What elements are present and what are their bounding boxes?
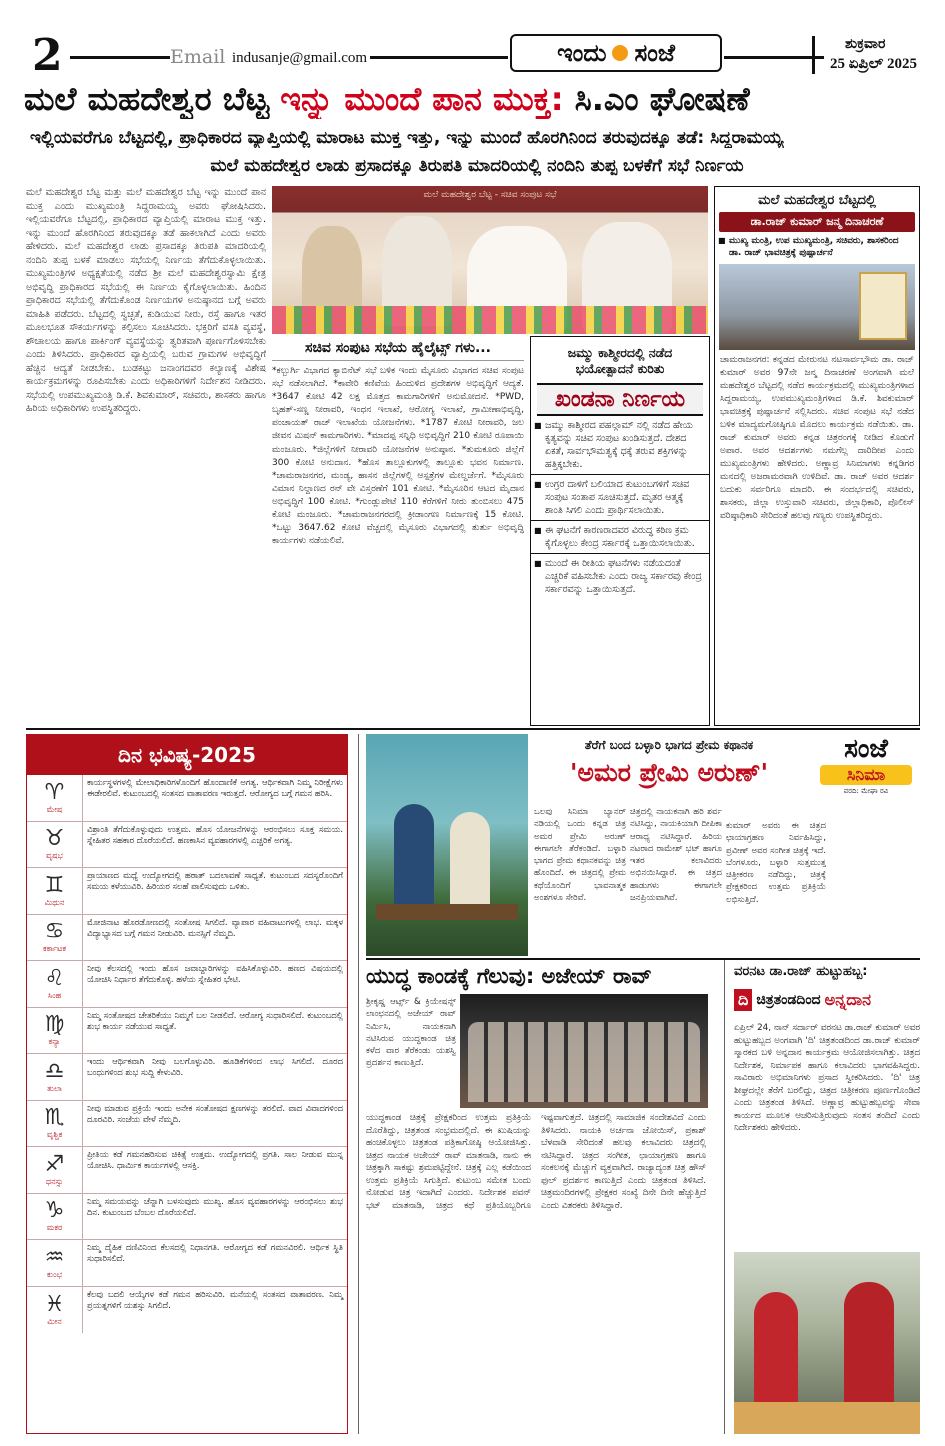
sign-name: ಮೇಷ (46, 804, 63, 814)
sign-prediction: ಪ್ರಾಯಾಣದ ಮಧ್ಯೆ ಉದ್ಯೋಗದಲ್ಲಿ ಹಠಾತ್ ಬದಲಾವಣೆ ಸಾಧ್ಯತೆ. ಕುಟುಂಬದ ಸದಸ್ಯರೊಂದಿಗೆ ಸಮಯ ಕಳೆಯುವಿರಿ. ಹಿರಿಯರ ಸಲಹೆ ಪಾಲಿಸುವುದು ಒಳಿತು. (87, 870, 343, 892)
masthead-left: ಇಂದು (557, 39, 607, 67)
food-table (734, 1402, 920, 1434)
cinema-col-2: ಚಿತ್ರದಲ್ಲಿ ನಾಯಕನಾಗಿ ಹರಿ ಶರ್ವ ನಟಿಸಿದ್ದು, ನಾಯಕಿಯಾಗಿ ದೀಪಿಕಾ ಆರಾಧ್ಯ ನಟಿಸಿದ್ದಾರೆ. ಹಿರಿಯ ನಟರಾದ ರಾಮೇಶ್ ಭಟ್ ಹಾಗೂ ಇತರ ಕಲಾವಿದರು ಅಭಿನಯಿಸಿದ್ದಾರೆ. ಈ ಚಿತ್ರದ ಹಾಡುಗಳು ಈಗಾಗಲೇ ಜನಪ್ರಿಯವಾಗಿವೆ. (630, 807, 722, 904)
movie-poster[interactable] (366, 734, 528, 956)
lead-headline[interactable] (24, 80, 924, 119)
poster-actress (450, 812, 490, 912)
portrait-frame (859, 272, 907, 340)
horoscope-section (26, 734, 348, 1434)
poster-bench (376, 904, 518, 920)
banner-end: ಅನ್ನದಾನ (824, 990, 872, 1009)
lead-subhead-2: ಮಲೆ ಮಹದೇಶ್ವರ ಲಾಡು ಪ್ರಸಾದಕ್ಕೂ ತಿರುಪತಿ ಮಾದರಿಯಲ್ಲಿ ನಂದಿನಿ ತುಪ್ಪ ಬಳಕೆಗೆ ಸಭೆ ನಿರ್ಣಯ (210, 156, 744, 176)
yuddha-team-photo[interactable] (460, 994, 708, 1108)
banner-d: ದಿ (734, 989, 752, 1011)
pisces-icon: ♓ (44, 1291, 65, 1317)
sign-prediction: ನಿಮ್ಮ ಸಂತೋಷದ ಚೇತರಿಕೆಯು ನಿಮ್ಮಗೆ ಬಲ ನೀಡಲಿದೆ. ಆರೋಗ್ಯ ಸುಧಾರಿಸಲಿದೆ. ಕುಟುಂಬದಲ್ಲಿ ಶುಭ ಕಾರ್ಯ ನಡೆಯುವ ಸಾಧ್ಯತೆ. (87, 1009, 343, 1031)
horoscope-list (27, 775, 347, 1333)
lead-article-body: ಮಲೆ ಮಹದೇಶ್ವರ ಬೆಟ್ಟ ಮತ್ತು ಮಲೆ ಮಹದೇಶ್ವರ ಬೆಟ್ಟ ಇನ್ನು ಮುಂದೆ ಪಾನ ಮುಕ್ತ ಎಂದು ಮುಖ್ಯಮಂತ್ರಿ ಸಿದ್ದರಾಮಯ್ಯ ಅವರು ಘೋಷಿಸಿದರು. ಇಲ್ಲಿಯವರೆಗೂ ಬೆಟ್ಟದಲ್ಲಿ, ಪ್ರಾಧಿಕಾರದ ವ್ಯಾಪ್ತಿಯಲ್ಲಿ ಮಾರಾಟ ಮುಕ್ತ ಇತ್ತು. ಇನ್ನು ಮುಂದೆ ಹೊರಗಿನಿಂದ ತರುವುದಕ್ಕೂ ತಡೆ ಹಾಕಲಾಗಿದೆ ಎಂದು ಅವರು ಹೇಳಿದರು. ಮಲೆ ಮಹದೇಶ್ವರ ಲಾಡು ಪ್ರಸಾದಕ್ಕೂ ತಿರುಪತಿ ಮಾದರಿಯಲ್ಲಿ ನಂದಿನಿ ತುಪ್ಪ ಬಳಕೆ ಮಾಡಲು ಸಭೆಯಲ್ಲಿ ನಿರ್ಣಯ ತೆಗೆದುಕೊಳ್ಳಲಾಯಿತು. ಮುಖ್ಯಮಂತ್ರಿಗಳ ಅಧ್ಯಕ್ಷತೆಯಲ್ಲಿ ನಡೆದ ಶ್ರೀ ಮಲೆ ಮಹದೇಶ್ವರಸ್ವಾಮಿ ಕ್ಷೇತ್ರ ಅಭಿವೃದ್ಧಿ ಪ್ರಾಧಿಕಾರದ ಸಭೆಯಲ್ಲಿ ಈ ನಿರ್ಣಯ ಕೈಗೊಳ್ಳಲಾಯಿತು. ಹಿಂದಿನ ಪ್ರಾಧಿಕಾರದ ಸಭೆಯಲ್ಲಿ ತೆಗೆದುಕೊಂಡ ನಿರ್ಣಯಗಳ ಅನುಷ್ಠಾನದ ಬಗ್ಗೆ ಅವರು ಮಾಹಿತಿ ಪಡೆದರು. ಬೆಟ್ಟದಲ್ಲಿ ಸ್ವಚ್ಛತೆ, ಕುಡಿಯುವ ನೀರು, ರಸ್ತೆ ಹಾಗೂ ಇತರ ಮೂಲಭೂತ ಸೌಕರ್ಯಗಳನ್ನು ಕಲ್ಪಿಸಲು ಸೂಚಿಸಿದರು. ಭಕ್ತರಿಗೆ ವಸತಿ ವ್ಯವಸ್ಥೆ, ಶೌಚಾಲಯ ಹಾಗೂ ಪಾರ್ಕಿಂಗ್ ವ್ಯವಸ್ಥೆಯನ್ನು ತ್ವರಿತವಾಗಿ ಪೂರ್ಣಗೊಳಿಸಬೇಕು ಎಂದು ತಿಳಿಸಿದರು. ಪ್ರಾಧಿಕಾರದ ವ್ಯಾಪ್ತಿಯಲ್ಲಿ ಬರುವ ಗ್ರಾಮಗಳ ಅಭಿವೃದ್ಧಿಗೆ ಹೆಚ್ಚಿನ ಆದ್ಯತೆ ನೀಡಬೇಕು. ಬುಡಕಟ್ಟು ಜನಾಂಗದವರ ಕಲ್ಯಾಣಕ್ಕೆ ವಿಶೇಷ ಕಾರ್ಯಕ್ರಮಗಳನ್ನು ರೂಪಿಸಬೇಕು ಎಂದು ಅಧಿಕಾರಿಗಳಿಗೆ ನಿರ್ದೇಶನ ನೀಡಿದರು. ಸಭೆಯಲ್ಲಿ ಉಪಮುಖ್ಯಮಂತ್ರಿ ಡಿ.ಕೆ. ಶಿವಕುಮಾರ್, ಸಚಿವರು, ಶಾಸಕರು ಹಾಗೂ ಹಿರಿಯ ಅಧಿಕಾರಿಗಳು ಉಪಸ್ಥಿತರಿದ್ದರು. (26, 187, 266, 414)
kashmir-resolution-box (530, 336, 710, 726)
horoscope-title: ದಿನ ಭವಿಷ್ಯ-2025 (27, 735, 347, 775)
aquarius-icon: ♒ (44, 1244, 65, 1270)
horoscope-row (27, 1194, 347, 1241)
page-header (0, 0, 945, 80)
gemini-icon: ♊ (44, 872, 65, 898)
column-divider (358, 734, 359, 1434)
cabinet-highlights-body: *ಕಲ್ಬುರ್ಗಿ ವಿಭಾಗದ ಕ್ಯಾಬಿನೆಟ್ ಸಭೆ ಬಳಿಕ ಇಂದು ಮೈಸೂರು ವಿಭಾಗದ ಸಚಿವ ಸಂಪುಟ ಸಭೆ ನಡೆಸಲಾಗಿದೆ. *ಕಾವೇರಿ ಕಣಿವೆಯ ಹಿಂದುಳಿದ ಪ್ರದೇಶಗಳ ಅಭಿವೃದ್ಧಿಗೆ ಆದ್ಯತೆ. *3647 ಕೋಟಿ 42 ಲಕ್ಷ ಮೊತ್ತದ ಕಾಮಗಾರಿಗಳಿಗೆ ಅನುಮೋದನೆ. *PWD, ಬೃಹತ್-ಸಣ್ಣ ನೀರಾವರಿ, ಇಂಧನ ಇಲಾಖೆ, ಆರೋಗ್ಯ ಇಲಾಖೆ, ಗ್ರಾಮೀಣಾಭಿವೃದ್ಧಿ, ಪಂಚಾಯತ್ ರಾಜ್ ಇಲಾಖೆಯ ಯೋಜನೆಗಳು. *1787 ಕೋಟಿ ನೀರಾವರಿ, ಜಲ ಜೀವನ ಮಿಷನ್ ಕಾಮಗಾರಿಗಳು. *ಮಾದಪ್ಪ ಸನ್ನಿಧಿ ಅಭಿವೃದ್ಧಿಗೆ 210 ಕೋಟಿ ರೂಪಾಯಿ ಮಂಜೂರು. *ಜಿಲ್ಲೆಗಳಿಗೆ ನೀರಾವರಿ ಯೋಜನೆಗಳ ಅನುಷ್ಠಾನ. *ತುಮಕೂರು ಜಿಲ್ಲೆಗೆ 300 ಕೋಟಿ ಅನುದಾನ. *ಹೊಸ ತಾಲ್ಲೂಕುಗಳಲ್ಲಿ ತಾಲ್ಲೂಕು ಭವನ ನಿರ್ಮಾಣ. *ಚಾಮರಾಜನಗರ, ಮಂಡ್ಯ, ಹಾಸನ ಜಿಲ್ಲೆಗಳಲ್ಲಿ ಆಸ್ಪತ್ರೆಗಳ ಮೇಲ್ದರ್ಜೆಗೆ. *ಮೈಸೂರು ವಿಮಾನ ನಿಲ್ದಾಣದ ರನ್ ವೇ ವಿಸ್ತರಣೆಗೆ 101 ಕೋಟಿ. *ಮೈಸೂರಿನ ಆಟದ ಮೈದಾನ ಅಭಿವೃದ್ಧಿಗೆ 100 ಕೋಟಿ. *ಗುಂಡ್ಲುಪೇಟೆ 110 ಕೆರೆಗಳಿಗೆ ನೀರು ತುಂಬಿಸಲು 475 ಕೋಟಿ ಮಂಜೂರು. *ಚಾಮರಾಜನಗರದಲ್ಲಿ ಕ್ರೀಡಾಂಗಣ ನಿರ್ಮಾಣಕ್ಕೆ 15 ಕೋಟಿ. *ಒಟ್ಟು 3647.62 ಕೋಟಿ ವೆಚ್ಚದಲ್ಲಿ ಮೈಸೂರು ವಿಭಾಗದಲ್ಲಿ ತುರ್ತು ಅಭಿವೃದ್ಧಿ ಕಾರ್ಯಗಳು ನಡೆಯಲಿವೆ. (272, 366, 524, 547)
date-marker-icon (812, 36, 822, 74)
brand-bottom: ಸಿನಿಮಾ (820, 765, 912, 785)
email-address[interactable]: indusanje@gmail.com (232, 50, 368, 66)
rajkumar-title: ಮಲೆ ಮಹದೇಶ್ವರ ಬೆಟ್ಟದಲ್ಲಿ (758, 193, 876, 208)
sign-name: ಕನ್ಯಾ (48, 1037, 61, 1047)
sign-prediction: ವಿಶ್ರಾಂತಿ ತೆಗೆದುಕೊಳ್ಳುವುದು ಉತ್ತಮ. ಹೊಸ ಯೋಜನೆಗಳನ್ನು ಆರಂಭಿಸಲು ಸೂಕ್ತ ಸಮಯ. ಸ್ನೇಹಿತರ ಸಹಕಾರ ದೊರೆಯಲಿದೆ. ಹಣಕಾಸಿನ ವ್ಯವಹಾರಗಳಲ್ಲಿ ಎಚ್ಚರಿಕೆ ಅಗತ್ಯ. (87, 823, 343, 845)
sign-prediction: ನಿಮ್ಮ ಸಮಯವನ್ನು ಚೆನ್ನಾಗಿ ಬಳಸುವುದು ಮುಖ್ಯ. ಹೊಸ ವ್ಯವಹಾರಗಳನ್ನು ಆರಂಭಿಸಲು ಶುಭ ದಿನ. ಕುಟುಂಬದ ಬೆಂಬಲ ದೊರೆಯಲಿದೆ. (87, 1195, 343, 1217)
kashmir-point-3: ■ ಈ ಘಟನೆಗೆ ಕಾರಣರಾದವರ ವಿರುದ್ಧ ಕಠಿಣ ಕ್ರಮ ಕೈಗೊಳ್ಳಲು ಕೇಂದ್ರ ಸರ್ಕಾರಕ್ಕೆ ಒತ್ತಾಯಿಸಲಾಯಿತು. (531, 521, 709, 554)
sign-name: ತುಲಾ (47, 1083, 62, 1093)
horoscope-row (27, 915, 347, 962)
poster-actor (394, 804, 434, 914)
taurus-icon: ♉ (44, 826, 65, 852)
horoscope-row (27, 1287, 347, 1334)
yuddha-body: ಯುದ್ಧಕಾಂಡ ಚಿತ್ರಕ್ಕೆ ಪ್ರೇಕ್ಷಕರಿಂದ ಉತ್ತಮ ಪ್ರತಿಕ್ರಿಯೆ ದೊರೆತಿದ್ದು, ಚಿತ್ರತಂಡ ಸಂಭ್ರಮದಲ್ಲಿದೆ. ಈ ಖುಷಿಯನ್ನು ಹಂಚಿಕೊಳ್ಳಲು ಚಿತ್ರತಂಡ ಪತ್ರಿಕಾಗೋಷ್ಠಿ ಆಯೋಜಿಸಿತ್ತು. ಚಿತ್ರದ ನಾಯಕ ಅಜೇಯ್ ರಾವ್ ಮಾತನಾಡಿ, ನಾನು ಈ ಚಿತ್ರಕ್ಕಾಗಿ ಸಾಕಷ್ಟು ಶ್ರಮಪಟ್ಟಿದ್ದೇನೆ. ಚಿತ್ರಕ್ಕೆ ಎಲ್ಲ ಕಡೆಯಿಂದ ಉತ್ತಮ ಪ್ರತಿಕ್ರಿಯೆ ಸಿಗುತ್ತಿದೆ. ಕುಟುಂಬ ಸಮೇತ ಬಂದು ನೋಡುವ ಚಿತ್ರ ಇದಾಗಿದೆ ಎಂದರು. ನಿರ್ದೇಶಕ ಪವನ್ ಭಟ್ ಮಾತನಾಡಿ, ಚಿತ್ರದ ಕಥೆ ಪ್ರತಿಯೊಬ್ಬರಿಗೂ ಇಷ್ಟವಾಗುತ್ತದೆ. ಚಿತ್ರದಲ್ಲಿ ಸಾಮಾಜಿಕ ಸಂದೇಶವಿದೆ ಎಂದು ತಿಳಿಸಿದರು. ನಾಯಕಿ ಅರ್ಚನಾ ಜೋಯಿಸ್, ಪ್ರಕಾಶ್ ಬೆಳವಾಡಿ ಸೇರಿದಂತೆ ಹಲವು ಕಲಾವಿದರು ಚಿತ್ರದಲ್ಲಿ ನಟಿಸಿದ್ದಾರೆ. ಚಿತ್ರದ ಸಂಗೀತ, ಛಾಯಾಗ್ರಹಣ ಹಾಗೂ ಸಂಕಲನಕ್ಕೆ ಮೆಚ್ಚುಗೆ ವ್ಯಕ್ತವಾಗಿದೆ. ರಾಜ್ಯಾದ್ಯಂತ ಚಿತ್ರ ಹೌಸ್ ಫುಲ್ ಪ್ರದರ್ಶನ ಕಾಣುತ್ತಿದೆ ಎಂದು ಚಿತ್ರತಂಡ ತಿಳಿಸಿದೆ. ಚಿತ್ರಮಂದಿರಗಳಲ್ಲಿ ಪ್ರೇಕ್ಷಕರ ಸಂಖ್ಯೆ ದಿನೇ ದಿನೇ ಹೆಚ್ಚುತ್ತಿದೆ ಎಂದು ವಿತರಕರು ತಿಳಿಸಿದ್ದಾರೆ. (366, 1113, 706, 1211)
section-divider (366, 958, 920, 960)
team-group (468, 1022, 700, 1102)
horoscope-row (27, 961, 347, 1008)
weekday: ಶುಕ್ರವಾರ (845, 36, 886, 52)
yuddha-headline[interactable]: ಯುದ್ಧ ಕಾಂಡಕ್ಕೆ ಗೆಲುವು: ಅಜೇಯ್ ರಾವ್ (366, 964, 652, 988)
cinema-col-1: ಒಲವು ಸಿನಿಮಾ ಬ್ಯಾನರ್ ನಡಿಯಲ್ಲಿ ಒಂದು ಕನ್ನಡ ಚಿತ್ರ ಅಮರ ಪ್ರೇಮಿ ಅರುಣ್ ಈಗಾಗಲೇ ತೆರೆಕಂಡಿದೆ. ಬಳ್ಳಾರಿ ಭಾಗದ ಪ್ರೇಮ ಕಥಾನಕವನ್ನು ಚಿತ್ರ ಹೊಂದಿದೆ. ಈ ಚಿತ್ರದಲ್ಲಿ ಪ್ರೇಮ ಕಥೆಯೊಂದಿಗೆ ಭಾವನಾತ್ಮಕ ಅಂಶಗಳೂ ಸೇರಿವೆ. (534, 807, 626, 904)
photo-banner: ಮಲೆ ಮಹದೇಶ್ವರ ಬೆಟ್ಟ - ಸಚಿವ ಸಂಪುಟ ಸಭೆ (423, 190, 557, 200)
brand-top: ಸಂಜೆ (844, 734, 888, 764)
annadana-body: ಏಪ್ರಿಲ್ 24, ನಾನ್ ಸರ್ದಾರ್ ವರನಟ ಡಾ.ರಾಜ್ ಕುಮಾರ್ ಅವರ ಹುಟ್ಟುಹಬ್ಬದ ಅಂಗವಾಗಿ 'ದಿ' ಚಿತ್ರತಂಡದಿಂದ ಡಾ.ರಾಜ್ ಕುಮಾರ್ ಸ್ಮಾರಕದ ಬಳಿ ಅನ್ನದಾನ ಕಾರ್ಯಕ್ರಮ ಆಯೋಜಿಸಲಾಗಿತ್ತು. ಚಿತ್ರದ ನಿರ್ದೇಶಕ, ನಿರ್ಮಾಪಕ ಹಾಗೂ ಕಲಾವಿದರು ಭಾಗವಹಿಸಿದ್ದರು. ಸಾವಿರಾರು ಅಭಿಮಾನಿಗಳು ಪ್ರಸಾದ ಸ್ವೀಕರಿಸಿದರು. 'ದಿ' ಚಿತ್ರ ಶೀಘ್ರದಲ್ಲೇ ತೆರೆಗೆ ಬರಲಿದ್ದು, ಚಿತ್ರದ ಚಿತ್ರೀಕರಣ ಪೂರ್ಣಗೊಂಡಿದೆ ಎಂದು ಚಿತ್ರತಂಡ ತಿಳಿಸಿದೆ. ಅಣ್ಣಾವ್ರ ಹುಟ್ಟುಹಬ್ಬವನ್ನು ಸೇವಾ ಕಾರ್ಯದ ಮೂಲಕ ಆಚರಿಸುತ್ತಿರುವುದು ಸಂತಸ ತಂದಿದೆ ಎಂದು ನಿರ್ದೇಶಕರು ಹೇಳಿದರು. (734, 1023, 920, 1133)
annadana-photo[interactable] (734, 1252, 920, 1434)
horoscope-row (27, 1008, 347, 1055)
rajkumar-birthday-box (714, 186, 920, 726)
yuddha-left-text: ಶ್ರೀಕೃಷ್ಣ ಆರ್ಟ್ಸ್ & ಕ್ರಿಯೇಷನ್ಸ್ ಲಾಂಛನದಲ್ಲಿ ಅಜೇಯ್ ರಾವ್ ನಿರ್ಮಿಸಿ, ನಾಯಕನಾಗಿ ನಟಿಸಿರುವ ಯುದ್ಧಕಾಂಡ ಚಿತ್ರ ಕಳೆದ ವಾರ ತೆರೆಕಂಡು ಯಶಸ್ವಿ ಪ್ರದರ್ಶನ ಕಾಣುತ್ತಿದೆ. (366, 997, 456, 1069)
cabinet-highlights-title: ಸಚಿವ ಸಂಪುಟ ಸಭೆಯ ಹೈಲೈಟ್ಸ್ ಗಳು... (272, 336, 524, 361)
horoscope-row (27, 822, 347, 869)
header-rule-mid (370, 56, 508, 59)
rajkumar-body: ಚಾಮರಾಜನಗರ: ಕನ್ನಡದ ಮೇರುನಟ ನಟಸಾರ್ವಭೌಮ ಡಾ. ರಾಜ್ ಕುಮಾರ್ ಅವರ 97ನೇ ಜನ್ಮ ದಿನಾಚರಣೆ ಅಂಗವಾಗಿ ಮಲೆ ಮಹದೇಶ್ವರ ಬೆಟ್ಟದಲ್ಲಿ ನಡೆದ ಕಾರ್ಯಕ್ರಮದಲ್ಲಿ ಮುಖ್ಯಮಂತ್ರಿಗಳಾದ ಸಿದ್ದರಾಮಯ್ಯ, ಉಪಮುಖ್ಯಮಂತ್ರಿಗಳಾದ ಡಿ.ಕೆ. ಶಿವಕುಮಾರ್ ಭಾವಚಿತ್ರಕ್ಕೆ ಪುಷ್ಪಾರ್ಚನೆ ಸಲ್ಲಿಸಿದರು. ಸಚಿವ ಸಂಪುಟ ಸಭೆ ನಡೆದ ಬಳಿಕ ಮಾದ್ಯಮಗೋಷ್ಠಿಗೂ ಮೊದಲು ಕಾರ್ಯಕ್ರಮ ನಡೆಯಿತು. ಡಾ. ರಾಜ್ ಕುಮಾರ್ ಅವರು ಕನ್ನಡ ಚಿತ್ರರಂಗಕ್ಕೆ ನೀಡಿದ ಕೊಡುಗೆ ಅಪಾರ. ಅವರ ಆದರ್ಶಗಳು ನಮಗೆಲ್ಲ ದಾರಿದೀಪ ಎಂದು ಮುಖ್ಯಮಂತ್ರಿಗಳು ಹೇಳಿದರು. ಅಣ್ಣಾವ್ರ ಸಿನಿಮಾಗಳು ಕನ್ನಡಿಗರ ಮನದಲ್ಲಿ ಅಜರಾಮರವಾಗಿ ಉಳಿದಿವೆ. ಡಾ. ರಾಜ್ ಅವರ ಆದರ್ಶ ಬದುಕು ಸರ್ವರಿಗೂ ಮಾದರಿ. ಈ ಸಂದರ್ಭದಲ್ಲಿ ಸಚಿವರು, ಶಾಸಕರು, ಜಿಲ್ಲಾ ಉಸ್ತುವಾರಿ ಸಚಿವರು, ಜಿಲ್ಲಾಧಿಕಾರಿ, ಪೊಲೀಸ್ ವರಿಷ್ಠಾಧಿಕಾರಿ ಸೇರಿದಂತೆ ಹಲವು ಗಣ್ಯರು ಉಪಸ್ಥಿತರಿದ್ದರು. (720, 355, 914, 521)
horoscope-row (27, 1240, 347, 1287)
cabinet-meeting-photo[interactable] (272, 186, 708, 334)
capricorn-icon: ♑ (44, 1198, 65, 1224)
sign-name: ಮಕರ (46, 1223, 63, 1233)
horoscope-row (27, 1147, 347, 1194)
scorpio-icon: ♏ (44, 1105, 65, 1131)
header-rule-right (724, 56, 824, 59)
sign-prediction: ನೀವು ಮಾಡುವ ಪ್ರಕ್ರಿಯೆ ಇಂದು ಅನೇಕ ಸಂತೋಷದ ಕ್ಷಣಗಳನ್ನು ತರಲಿದೆ. ವಾದ ವಿವಾದಗಳಿಂದ ದೂರವಿರಿ. ಸಂಜೆಯ ವೇಳೆ ನೆಮ್ಮದಿ. (87, 1102, 343, 1124)
header-rule-left (70, 56, 170, 59)
sun-icon (612, 45, 628, 61)
cabinet-highlights-box (272, 336, 524, 726)
headline-part1: ಮಲೆ ಮಹದೇಶ್ವರ ಬೆಟ್ಟ (24, 80, 270, 118)
leo-icon: ♌ (44, 965, 65, 991)
cancer-icon: ♋ (44, 919, 65, 945)
libra-icon: ♎ (44, 1058, 65, 1084)
sign-prediction: ಪ್ರೀತಿಯ ಕಡೆ ಗಮನಹರಿಸುವ ಚಿಕಿತ್ಸೆ ಉತ್ತಮ. ಉದ್ಯೋಗದಲ್ಲಿ ಪ್ರಗತಿ. ಸಾಲ ನೀಡುವ ಮುನ್ನ ಯೋಚಿಸಿ. ಧಾರ್ಮಿಕ ಕಾರ್ಯಗಳಲ್ಲಿ ಆಸಕ್ತಿ. (87, 1149, 343, 1171)
email-label: Email (170, 46, 226, 68)
kashmir-point-4: ■ ಮುಂದೆ ಈ ರೀತಿಯ ಘಟನೆಗಳು ನಡೆಯದಂತೆ ಎಚ್ಚರಿಕೆ ವಹಿಸಬೇಕು ಎಂದು ರಾಜ್ಯ ಸರ್ಕಾರವು ಕೇಂದ್ರ ಸರ್ಕಾರವನ್ನು ಒತ್ತಾಯಿಸುತ್ತದೆ. (531, 554, 709, 599)
kashmir-banner: ಖಂಡನಾ ನಿರ್ಣಯ (537, 383, 703, 416)
sign-prediction: ನೀವು ಕೆಲಸದಲ್ಲಿ ಇಂದು ಹೊಸ ಜವಾಬ್ದಾರಿಗಳನ್ನು ವಹಿಸಿಕೊಳ್ಳುವಿರಿ. ಹಣದ ವಿಷಯದಲ್ಲಿ ಯೋಚಿಸಿ ನಿರ್ಧಾರ ತೆಗೆದುಕೊಳ್ಳಿ. ಹಳೆಯ ಸ್ನೇಹಿತರ ಭೇಟಿ. (87, 963, 343, 985)
sign-name: ಧನಸ್ಸು (45, 1176, 64, 1186)
horoscope-row (27, 1101, 347, 1148)
lead-subhead-1: ಇಲ್ಲಿಯವರೆಗೂ ಬೆಟ್ಟದಲ್ಲಿ, ಪ್ರಾಧಿಕಾರದ ವ್ಯಾಪ್ತಿಯಲ್ಲಿ ಮಾರಾಟ ಮುಕ್ತ ಇತ್ತು, ಇನ್ನು ಮುಂದೆ ಹೊರಗಿನಿಂದ ತರುವುದಕ್ಕೂ ತಡೆ: ಸಿದ್ದರಾಮಯ್ಯ (30, 128, 784, 148)
kashmir-point-2: ■ ಉಗ್ರರ ದಾಳಿಗೆ ಬಲಿಯಾದ ಕುಟುಂಬಗಳಿಗೆ ಸಚಿವ ಸಂಪುಟ ಸಂತಾಪ ಸೂಚಿಸುತ್ತದೆ. ಮೃತರ ಆತ್ಮಕ್ಕೆ ಶಾಂತಿ ಸಿಗಲಿ ಎಂದು ಪ್ರಾರ್ಥಿಸಲಾಯಿತು. (531, 475, 709, 521)
page-number: 2 (32, 30, 63, 81)
sign-name: ವೃಶ್ಚಿಕ (46, 1130, 63, 1140)
sign-name: ಕರ್ಕಾಟಕ (43, 944, 66, 954)
sign-name: ಮೀನ (47, 1316, 62, 1326)
sign-name: ಕುಂಭ (46, 1269, 63, 1279)
aries-icon: ♈ (44, 779, 65, 805)
rajkumar-bullet: ■ ಮುಖ್ಯ ಮಂತ್ರಿ, ಉಪ ಮುಖ್ಯಮಂತ್ರಿ, ಸಚಿವರು, ಶಾಸಕರಿಂದ ಡಾ. ರಾಜ್ ಭಾವಚಿತ್ರಕ್ಕೆ ಪುಷ್ಪಾರ್ಚನೆ (715, 232, 919, 262)
horoscope-row (27, 1054, 347, 1101)
kashmir-title-2: ಭಯೋತ್ಪಾದನೆ ಕುರಿತು (575, 361, 665, 376)
sign-prediction: ಇಂದು ಆರ್ಥಿಕವಾಗಿ ನೀವು ಬಲಗೊಳ್ಳುವಿರಿ. ಹೂಡಿಕೆಗಳಿಂದ ಲಾಭ ಸಿಗಲಿದೆ. ದೂರದ ಬಂಧುಗಳಿಂದ ಶುಭ ಸುದ್ದಿ ಕೇಳುವಿರಿ. (87, 1056, 343, 1078)
sagittarius-icon: ♐ (44, 1151, 65, 1177)
sign-name: ವೃಷಭ (46, 851, 63, 861)
cinema-kicker: ತೆರೆಗೆ ಬಂದ ಬಳ್ಳಾರಿ ಭಾಗದ ಪ್ರೇಮ ಕಥಾನಕ (584, 738, 754, 752)
masthead-logo (510, 34, 722, 72)
sanje-cinema-brand (812, 734, 920, 814)
cinema-col-3: ಕುಮಾರ್ ಅವರು ಈ ಚಿತ್ರದ ಛಾಯಾಗ್ರಹಣ ನಿರ್ವಹಿಸಿದ್ದು, ಪ್ರವೀಣ್ ಅವರ ಸಂಗೀತ ಚಿತ್ರಕ್ಕೆ ಇದೆ. ಬೆಂಗಳೂರು, ಬಳ್ಳಾರಿ ಸುತ್ತಮುತ್ತ ಚಿತ್ರೀಕರಣ ನಡೆದಿದ್ದು, ಚಿತ್ರಕ್ಕೆ ಪ್ರೇಕ್ಷಕರಿಂದ ಉತ್ತಮ ಪ್ರತಿಕ್ರಿಯೆ ಲಭಿಸುತ್ತಿದೆ. (726, 821, 826, 905)
sign-prediction: ಕಾರ್ಯಸ್ಥಳಗಳಲ್ಲಿ ಮೇಲಾಧಿಕಾರಿಗಳೊಂದಿಗೆ ಹೊಂದಾಣಿಕೆ ಅಗತ್ಯ. ಆರ್ಥಿಕವಾಗಿ ನಿಮ್ಮ ನಿರೀಕ್ಷೆಗಳು ಈಡೇರಲಿವೆ. ಕುಟುಂಬದಲ್ಲಿ ಸಂತಸದ ವಾತಾವರಣ ಇರುತ್ತದೆ. ಆರೋಗ್ಯದ ಬಗ್ಗೆ ಗಮನ ಹರಿಸಿ. (87, 777, 343, 799)
cinema-title[interactable]: 'ಅಮರ ಪ್ರೇಮಿ ಅರುಣ್' (569, 758, 769, 787)
headline-part3: ಸಿ.ಎಂ ಘೋಷಣೆ (574, 80, 750, 118)
sign-prediction: ಕೆಲವು ಬದಲಿ ಆಯ್ಕೆಗಳ ಕಡೆ ಗಮನ ಹರಿಸುವಿರಿ. ಮನೆಯಲ್ಲಿ ಸಂತಸದ ವಾತಾವರಣ. ನಿಮ್ಮ ಪ್ರಯತ್ನಗಳಿಗೆ ಯಶಸ್ಸು ಸಿಗಲಿದೆ. (87, 1288, 343, 1310)
headline-part2: ಇನ್ನು ಮುಂದೆ ಪಾನ ಮುಕ್ತ: (280, 80, 564, 118)
volunteer-2 (844, 1282, 894, 1422)
banner-main: ಚಿತ್ರತಂಡದಿಂದ (756, 992, 821, 1008)
sign-name: ಸಿಂಹ (47, 990, 62, 1000)
section-divider (26, 728, 920, 730)
rajkumar-photo[interactable] (719, 264, 915, 350)
kashmir-title-1: ಜಮ್ಮು ಕಾಶ್ಮೀರದಲ್ಲಿ ನಡೆದ (567, 345, 673, 360)
masthead-right: ಸಂಜೆ (634, 39, 675, 67)
horoscope-row (27, 775, 347, 822)
rajkumar-banner: ಡಾ.ರಾಜ್ ಕುಮಾರ್ ಜನ್ಮ ದಿನಾಚರಣೆ (719, 212, 915, 232)
annadana-kicker: ವರನಟ ಡಾ.ರಾಜ್ ಹುಟ್ಟುಹಬ್ಬ: (734, 964, 868, 979)
sign-prediction: ಮೋಜಿನಾಟ ಹೊರಡೋಣದಲ್ಲಿ ಸಂತೋಷ ಸಿಗಲಿದೆ. ವ್ಯಾಪಾರ ವಹಿವಾಟುಗಳಲ್ಲಿ ಲಾಭ. ಮಕ್ಕಳ ವಿದ್ಯಾಭ್ಯಾಸದ ಬಗ್ಗೆ ಗಮನ ನೀಡುವಿರಿ. ಮನಸ್ಸಿಗೆ ನೆಮ್ಮದಿ. (87, 916, 343, 938)
virgo-icon: ♍ (44, 1012, 65, 1038)
horoscope-row (27, 868, 347, 915)
annadana-banner[interactable] (734, 986, 922, 1014)
issue-date: 25 ಏಪ್ರಿಲ್ 2025 (830, 56, 918, 72)
kashmir-point-1: ■ ಜಮ್ಮು ಕಾಶ್ಮೀರದ ಪಹಲ್ಗಾಮ್ ನಲ್ಲಿ ನಡೆದ ಹೇಯ ಕೃತ್ಯವನ್ನು ಸಚಿವ ಸಂಪುಟ ಖಂಡಿಸುತ್ತದೆ. ದೇಶದ ಏಕತೆ, ಸಾರ್ವಭೌಮತ್ವಕ್ಕೆ ಧಕ್ಕೆ ತರುವ ಶಕ್ತಿಗಳನ್ನು ಹತ್ತಿಕ್ಕಬೇಕು. (531, 416, 709, 475)
flower-decoration (272, 306, 708, 334)
byline: ವರದಿ: ಮೇಘಾ ರವಿ (843, 787, 889, 795)
column-divider (724, 960, 725, 1434)
sign-name: ಮಿಥುನ (44, 897, 65, 907)
sign-prediction: ನಿಮ್ಮ ದೈಹಿಕ ದಣಿವಿನಿಂದ ಕೆಲಸದಲ್ಲಿ ನಿಧಾನಗತಿ. ಆರೋಗ್ಯದ ಕಡೆ ಗಮನವಿರಲಿ. ಆರ್ಥಿಕ ಸ್ಥಿತಿ ಸುಧಾರಿಸಲಿದೆ. (87, 1242, 343, 1264)
